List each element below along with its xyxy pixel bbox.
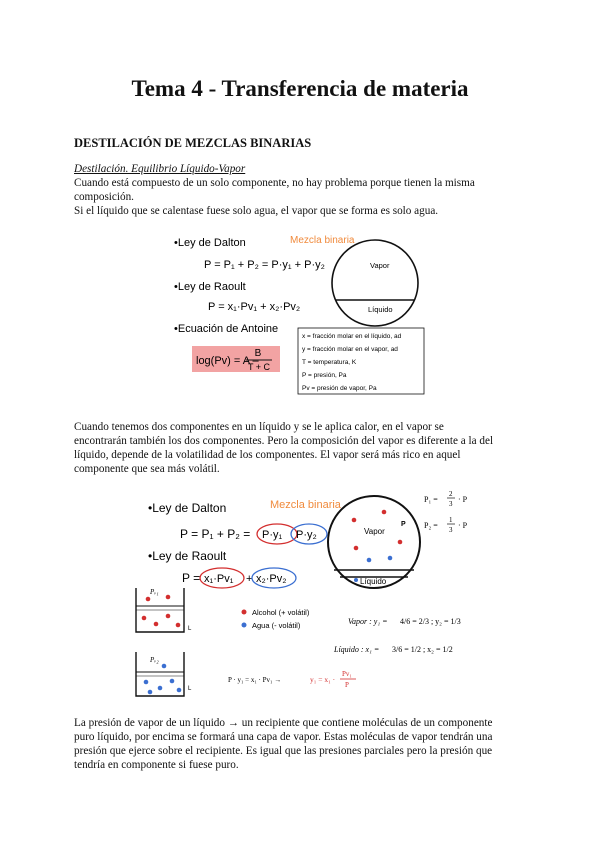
bottom-equation-red: y₁ = x₁ ·	[310, 675, 336, 684]
p2-numerator: 1	[449, 516, 453, 524]
paragraph-1	[74, 162, 526, 218]
paragraph-3	[74, 716, 526, 772]
vapor-label: Vapor	[370, 261, 390, 270]
raoult-equation: P = x₁·Pv₁ + x₂·Pv₂	[208, 301, 301, 313]
para3-line: puro líquido, por encima se formará una capa de vapor. Estas moléculas de vapor tendrán una	[74, 731, 493, 743]
alcohol-molecule	[354, 546, 359, 551]
vessel-circle	[328, 496, 420, 588]
p2-tail: · P	[458, 521, 468, 530]
legend-line: T = temperatura, K	[302, 359, 357, 366]
liquido-calc-label: Líquido : x₁ =	[334, 645, 380, 654]
vapor-calc-equation: 4/6 = 2/3 ; y₂ = 1/3	[400, 617, 461, 626]
pressure-p-label: P	[401, 521, 406, 528]
alcohol-molecule	[176, 623, 181, 628]
para2-line: componente que sea más volátil.	[74, 463, 220, 475]
p1-denominator: 3	[449, 500, 453, 508]
p2-denominator: 3	[449, 526, 453, 534]
para1-line: composición.	[74, 191, 134, 203]
dalton-term-1: P·y₁	[262, 529, 283, 541]
agua-legend-dot	[242, 623, 247, 628]
dalton-term-2: P·y₂	[296, 529, 317, 541]
l-label: L	[188, 626, 192, 632]
dalton-label: •Ley de Dalton	[174, 237, 246, 249]
alcohol-molecule	[352, 518, 357, 523]
antoine-numerator: B	[254, 348, 262, 359]
para3-line: presión que ejerce sobre el recipiente. Es igual que las presiones parciales pero la presión que	[74, 745, 493, 757]
para3-line: La presión de vapor de un líquido → un recipiente que contiene moléculas de un componente	[74, 717, 493, 729]
raoult-plus: +	[246, 573, 253, 585]
agua-molecule	[148, 690, 153, 695]
legend-line: y = fracción molar en el vapor, ad	[302, 346, 398, 353]
raoult-label: •Ley de Raoult	[174, 281, 246, 293]
dalton-equation-start: P = P₁ + P₂ =	[180, 527, 251, 541]
agua-molecule	[388, 556, 393, 561]
pv1-label: Pᵥ₁	[150, 588, 159, 596]
alcohol-molecule	[146, 597, 151, 602]
dalton-label: •Ley de Dalton	[148, 501, 227, 515]
para1-line: Cuando está compuesto de un solo componente, no hay problema porque tienen la misma	[74, 177, 475, 189]
paragraph-2	[74, 420, 526, 476]
agua-molecule	[354, 578, 358, 582]
liquido-label: Líquido	[360, 577, 387, 586]
legend-agua: Agua (- volátil)	[252, 621, 301, 630]
mezcla-binaria-label: Mezcla binaria	[290, 235, 355, 246]
legend-line: x = fracción molar en el líquido, ad	[302, 333, 402, 340]
bottom-equation: P · y₁ = x₁ · Pv₁ →	[228, 676, 282, 684]
alcohol-molecule	[166, 614, 171, 619]
alcohol-molecule	[382, 510, 387, 515]
agua-molecule	[170, 679, 175, 684]
p1-numerator: 2	[449, 490, 453, 498]
legend-line: Pv = presión de vapor, Pa	[302, 385, 377, 392]
l-label-2: L	[188, 686, 192, 692]
bottom-frac-denominator: P	[345, 681, 349, 689]
page-title: Tema 4 - Transferencia de materia	[131, 76, 469, 101]
antoine-denominator: T + C	[247, 362, 271, 372]
antoine-lhs: log(Pv) = A –	[196, 355, 259, 367]
liquido-label: Líquido	[368, 305, 393, 314]
para3-line: tendría en componente si fuese puro.	[74, 759, 239, 771]
p1-label: P₁ =	[424, 495, 438, 504]
legend-alcohol: Alcohol (+ volátil)	[252, 608, 310, 617]
liquido-calc-equation: 3/6 = 1/2 ; x₂ = 1/2	[392, 645, 453, 654]
vapor-label: Vapor	[364, 527, 385, 536]
alcohol-molecule	[166, 595, 171, 600]
legend-line: P = presión, Pa	[302, 372, 347, 379]
agua-molecule	[144, 680, 149, 685]
figure-1-equilibrium	[170, 228, 460, 398]
antoine-label: •Ecuación de Antoine	[174, 323, 279, 335]
vapor-calc-label: Vapor : y₁ =	[348, 617, 388, 626]
agua-molecule	[367, 558, 372, 563]
mezcla-binaria-label: Mezcla binaria	[270, 499, 341, 511]
agua-molecule	[162, 664, 167, 669]
raoult-equation-start: P =	[182, 571, 201, 585]
bottom-frac-numerator: Pv₁	[342, 670, 352, 678]
section-heading: DESTILACIÓN DE MEZCLAS BINARIAS	[74, 136, 312, 150]
raoult-term-1: x₁·Pv₁	[204, 573, 234, 585]
raoult-label: •Ley de Raoult	[148, 549, 227, 563]
para2-line: Cuando tenemos dos componentes en un líquido y se le aplica calor, en el vapor se	[74, 421, 444, 433]
agua-molecule	[158, 686, 163, 691]
figure-2-binary-mixture	[124, 484, 494, 706]
subheading: Destilación. Equilibrio Líquido-Vapor	[74, 163, 246, 175]
para2-line: líquido, depende de la volatilidad de los componentes. El vapor será más rico en aquel	[74, 449, 461, 461]
alcohol-molecule	[142, 616, 147, 621]
p2-label: P₂ =	[424, 521, 438, 530]
p1-tail: · P	[458, 495, 468, 504]
alcohol-molecule	[154, 622, 159, 627]
para2-line: encontrarán también los dos componentes. Pero la composición del vapor es diferente a la del	[74, 435, 494, 447]
dalton-equation: P = P₁ + P₂ = P·y₁ + P·y₂	[204, 259, 325, 271]
para1-line: Si el líquido que se calentase fuese solo agua, el vapor que se forma es solo agua.	[74, 205, 439, 217]
agua-molecule	[177, 688, 182, 693]
pv2-label: Pᵥ₂	[150, 656, 159, 664]
alcohol-molecule	[398, 540, 403, 545]
alcohol-legend-dot	[242, 610, 247, 615]
raoult-term-2: x₂·Pv₂	[256, 573, 287, 585]
